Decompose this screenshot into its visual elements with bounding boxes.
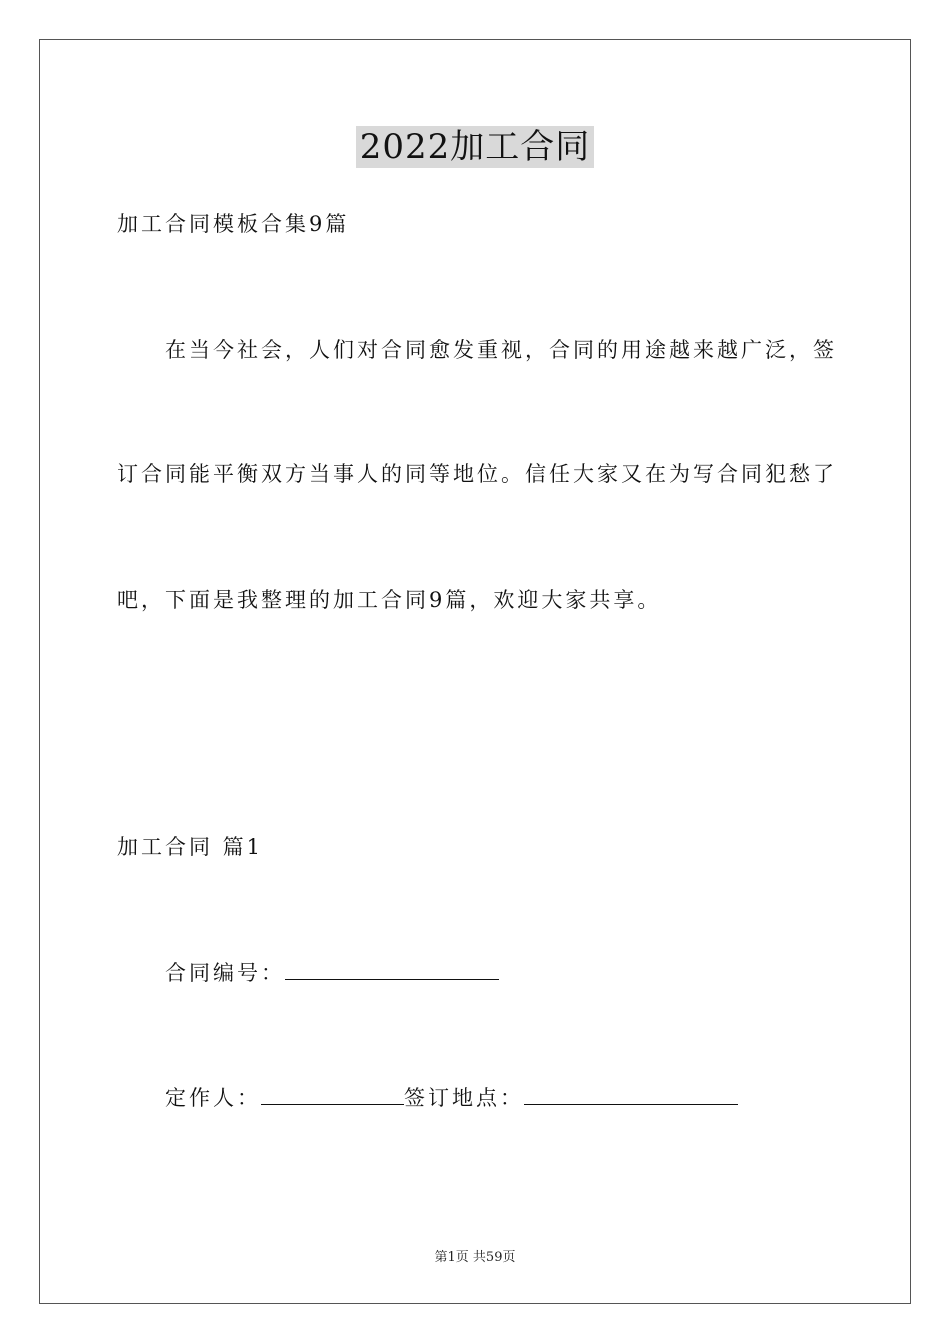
contract-number-label: 合同编号：: [165, 961, 285, 985]
sign-place-blank: [524, 1082, 738, 1105]
document-title: 2022加工合同: [356, 126, 595, 168]
intro-line-2: 订合同能平衡双方当事人的同等地位。信任大家又在为写合同犯愁了: [117, 462, 837, 486]
document-subtitle: 加工合同模板合集9篇: [117, 212, 350, 236]
orderer-label: 定作人：: [165, 1086, 261, 1110]
page-footer: 第1页 共59页: [434, 1250, 516, 1265]
intro-line-3: 吧，下面是我整理的加工合同9篇，欢迎大家共享。: [117, 588, 662, 612]
intro-line-1: 在当今社会，人们对合同愈发重视，合同的用途越来越广泛，签: [165, 338, 837, 362]
sign-place-label: 签订地点：: [404, 1086, 524, 1110]
section-heading: 加工合同 篇1: [117, 835, 264, 859]
contract-number-blank: [285, 957, 499, 980]
contract-number-row: [165, 957, 499, 988]
orderer-blank: [261, 1082, 404, 1105]
orderer-row: [165, 1082, 738, 1113]
title-container: [0, 126, 950, 168]
